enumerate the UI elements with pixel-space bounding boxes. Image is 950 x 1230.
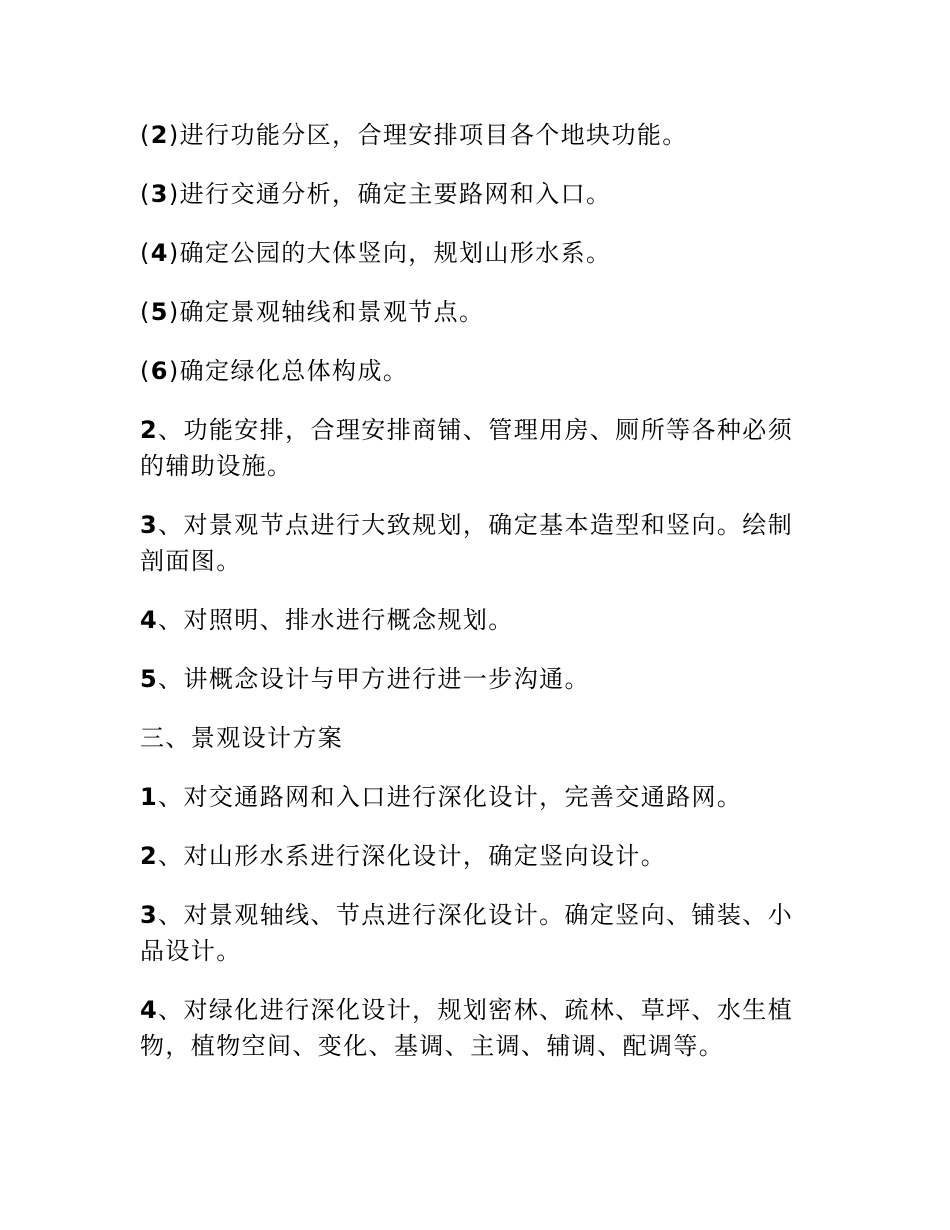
paren-open: ( — [140, 298, 151, 326]
item-number: 3 — [140, 511, 159, 539]
item-number: 3 — [150, 180, 169, 208]
paragraph-function-arrangement — [140, 412, 810, 484]
paren-open: ( — [140, 121, 151, 149]
paragraph-3-traffic-analysis — [140, 176, 810, 212]
section-heading-text: 三、景观设计方案 — [140, 724, 344, 752]
item-number: 1 — [140, 783, 159, 811]
paragraph-text: 确定景观轴线和景观节点。 — [179, 298, 485, 326]
item-number: 2 — [140, 416, 159, 444]
paragraph-4-vertical-design — [140, 235, 810, 271]
item-number: 4 — [150, 239, 169, 267]
paragraph-text: 、对绿化进行深化设计，规划密林、疏林、草坪、水生植物，植物空间、变化、基调、主调、辅调、配调等。 — [140, 996, 794, 1060]
item-number: 6 — [150, 357, 169, 385]
document-body — [140, 117, 810, 1087]
paragraph-text: 、对景观节点进行大致规划，确定基本造型和竖向。绘制剖面图。 — [140, 511, 794, 575]
item-number: 2 — [150, 121, 169, 149]
paren-open: ( — [140, 180, 151, 208]
item-number: 5 — [140, 665, 159, 693]
section-heading-landscape-plan — [140, 720, 810, 756]
paragraph-text: 、对山形水系进行深化设计，确定竖向设计。 — [158, 842, 667, 870]
item-number: 5 — [150, 298, 169, 326]
paragraph-lighting-drainage — [140, 602, 810, 638]
item-number: 4 — [140, 606, 159, 634]
paragraph-5-landscape-axis — [140, 294, 810, 330]
item-number: 3 — [140, 901, 159, 929]
paragraph-water-system-deepening — [140, 838, 810, 874]
item-number: 2 — [140, 842, 159, 870]
paragraph-text: 进行功能分区，合理安排项目各个地块功能。 — [179, 121, 688, 149]
paragraph-greening-deepening — [140, 992, 810, 1064]
paren-open: ( — [140, 357, 151, 385]
paren-close: ) — [168, 121, 180, 149]
item-number: 4 — [140, 996, 159, 1024]
paragraph-axis-node-deepening — [140, 897, 810, 969]
paragraph-text: 、对交通路网和入口进行深化设计，完善交通路网。 — [158, 783, 743, 811]
paragraph-6-greening — [140, 353, 810, 389]
paren-open: ( — [140, 239, 151, 267]
paragraph-client-communication — [140, 661, 810, 697]
paren-close: ) — [168, 298, 180, 326]
paren-close: ) — [168, 239, 180, 267]
paragraph-traffic-deepening — [140, 779, 810, 815]
paragraph-text: 确定绿化总体构成。 — [179, 357, 409, 385]
paragraph-text: 、对照明、排水进行概念规划。 — [158, 606, 514, 634]
paragraph-text: 确定公园的大体竖向，规划山形水系。 — [179, 239, 612, 267]
paragraph-text: 、讲概念设计与甲方进行进一步沟通。 — [158, 665, 590, 693]
paragraph-2-function-zoning — [140, 117, 810, 153]
paragraph-node-planning — [140, 507, 810, 579]
paragraph-text: 、对景观轴线、节点进行深化设计。确定竖向、铺装、小品设计。 — [140, 901, 794, 965]
paren-close: ) — [168, 357, 180, 385]
paragraph-text: 、功能安排，合理安排商铺、管理用房、厕所等各种必须的辅助设施。 — [140, 416, 794, 480]
paragraph-text: 进行交通分析，确定主要路网和入口。 — [179, 180, 612, 208]
paren-close: ) — [168, 180, 180, 208]
